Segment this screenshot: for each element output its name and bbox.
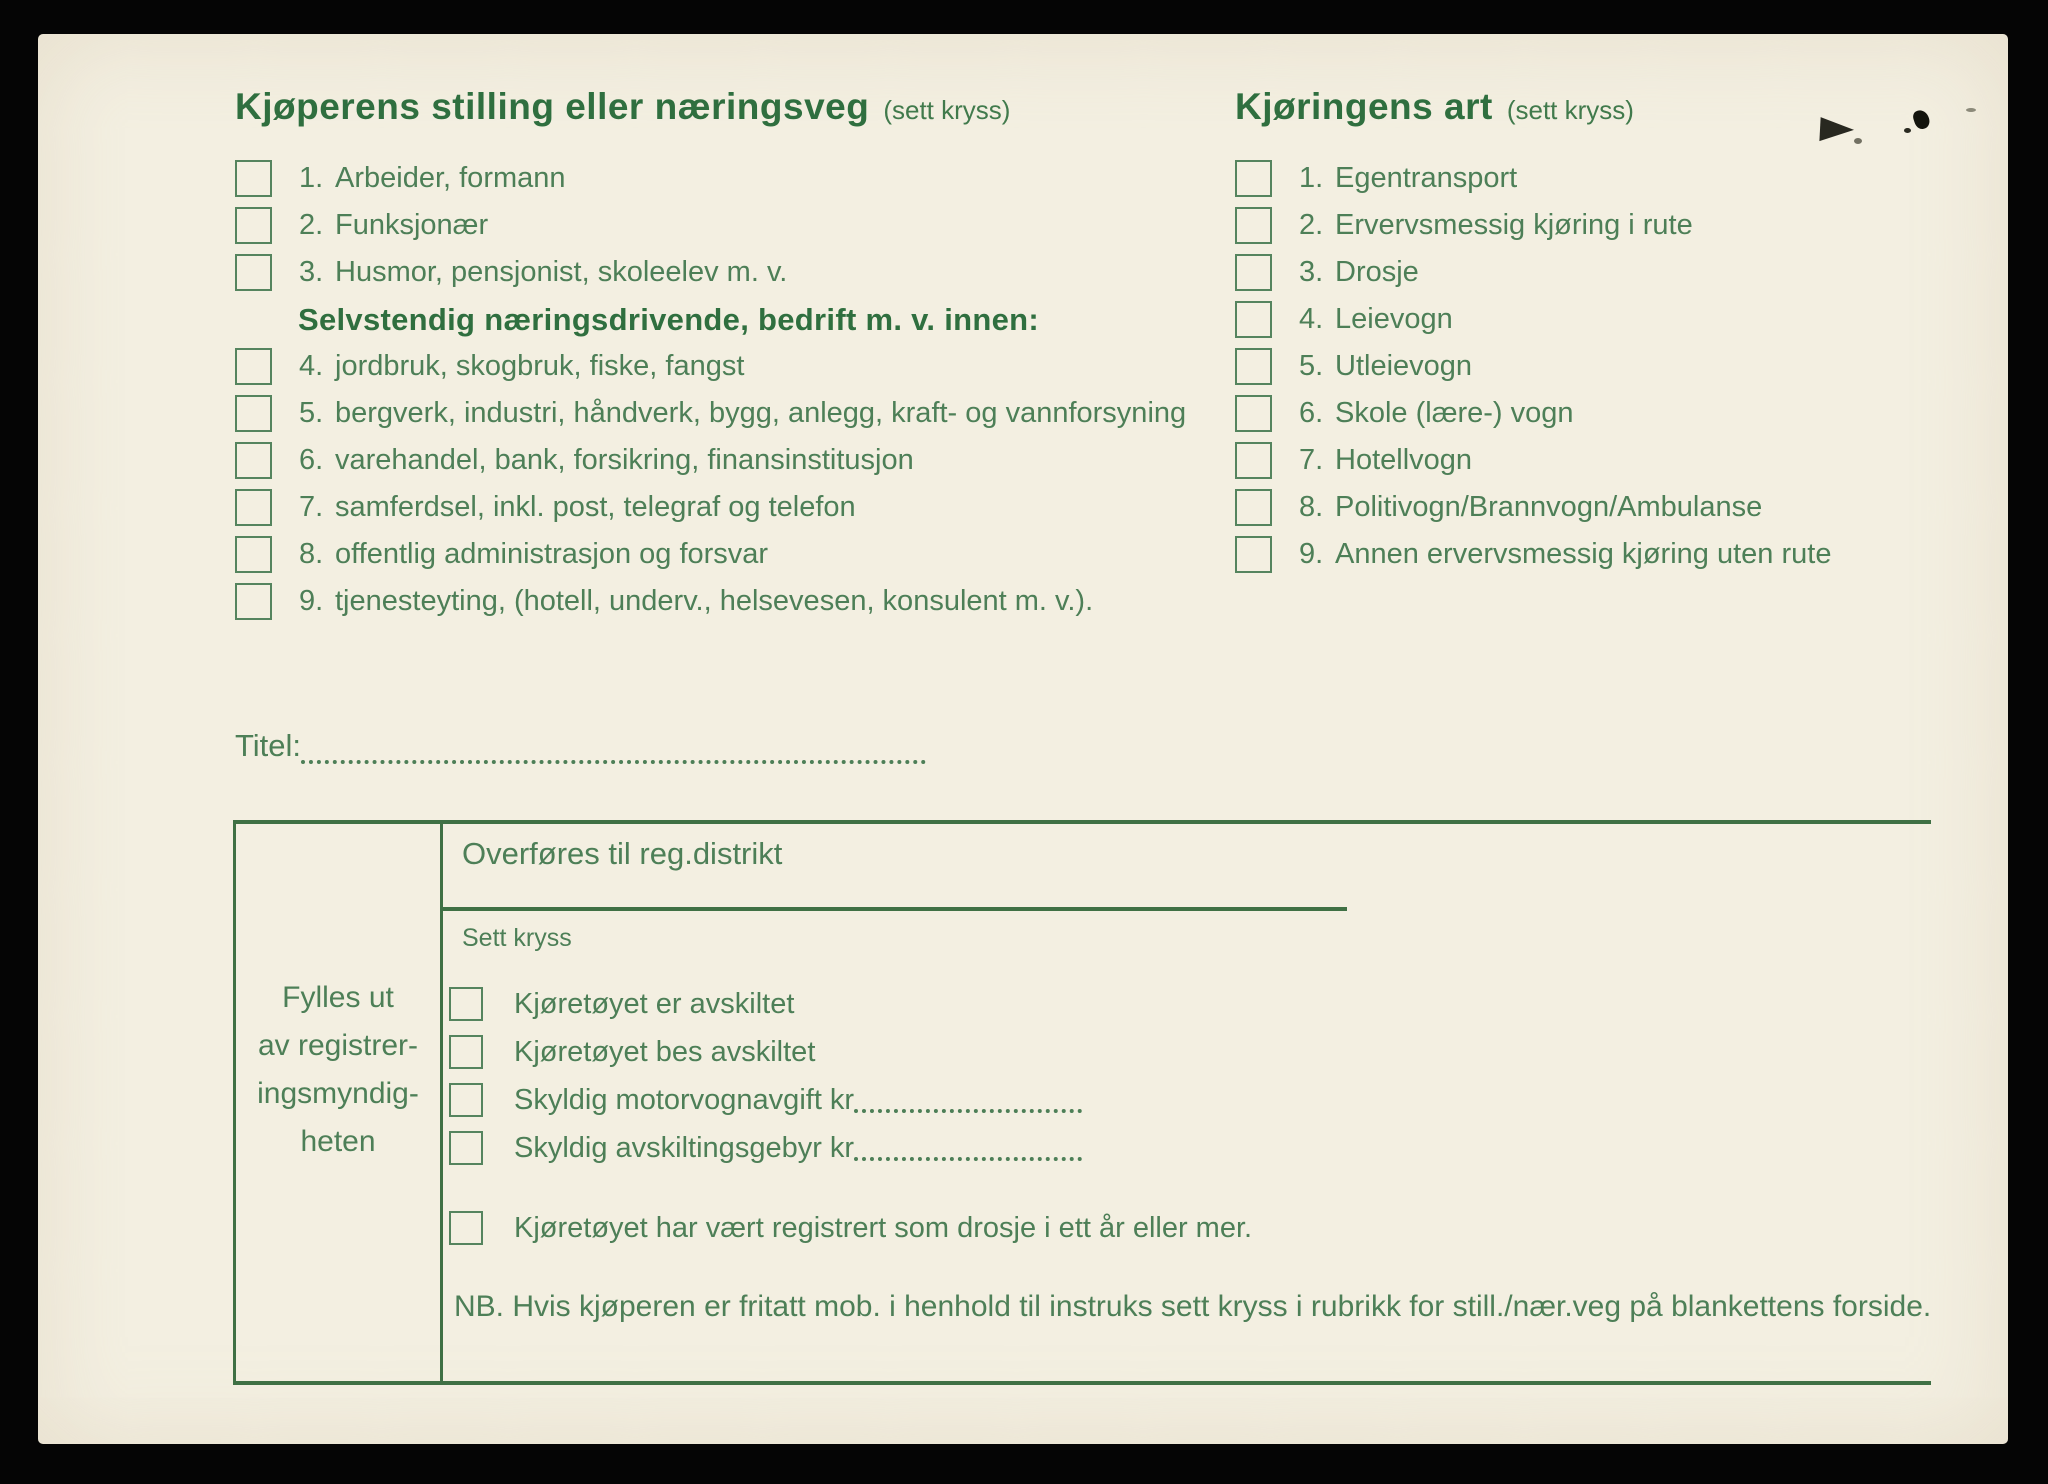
checkbox-stilling-1[interactable] bbox=[235, 160, 272, 197]
item-number: 3. bbox=[1299, 256, 1324, 288]
item-number: 8. bbox=[299, 538, 324, 570]
item-number: 7. bbox=[1299, 444, 1324, 476]
item-label: Drosje bbox=[1335, 256, 1419, 288]
item-label: tjenesteyting, (hotell, underv., helsevesen, konsulent m. v.). bbox=[335, 585, 1094, 617]
ink-smudge-arrow bbox=[1819, 117, 1854, 143]
ink-smudge-dot bbox=[1966, 108, 1976, 112]
motorvognavgift-amount-line[interactable] bbox=[854, 1087, 1082, 1113]
registry-box-side-label bbox=[236, 974, 440, 1166]
ink-smudge-dot bbox=[1854, 138, 1862, 144]
list-item-stilling-4 bbox=[235, 343, 1186, 390]
checkbox-avskiltet-bes[interactable] bbox=[449, 1035, 483, 1069]
registry-check-row-3 bbox=[449, 1076, 1082, 1124]
subheading: Selvstendig næringsdrivende, bedrift m. v. innen: bbox=[298, 301, 1040, 337]
list-item-stilling-8 bbox=[235, 531, 1186, 578]
item-label: Annen ervervsmessig kjøring uten rute bbox=[1335, 538, 1832, 570]
item-label: Politivogn/Brannvogn/Ambulanse bbox=[1335, 491, 1763, 523]
list-item-art-3 bbox=[1235, 249, 1831, 296]
drosje-check-row bbox=[449, 1204, 1252, 1252]
sett-kryss-label: Sett kryss bbox=[462, 924, 572, 952]
item-number: 1. bbox=[1299, 162, 1324, 194]
item-label: Hotellvogn bbox=[1335, 444, 1473, 476]
checkbox-art-8[interactable] bbox=[1235, 489, 1272, 526]
titel-field-row bbox=[235, 728, 926, 764]
right-section-title: Kjøringens art bbox=[1235, 86, 1493, 127]
checkbox-art-3[interactable] bbox=[1235, 254, 1272, 291]
checkbox-art-6[interactable] bbox=[1235, 395, 1272, 432]
checkbox-art-1[interactable] bbox=[1235, 160, 1272, 197]
checkbox-art-5[interactable] bbox=[1235, 348, 1272, 385]
left-section-list bbox=[235, 155, 1186, 625]
checkbox-stilling-3[interactable] bbox=[235, 254, 272, 291]
list-item-art-6 bbox=[1235, 390, 1831, 437]
list-item-stilling-3 bbox=[235, 249, 1186, 296]
left-section-hint: (sett kryss) bbox=[883, 95, 1011, 125]
item-label: samferdsel, inkl. post, telegraf og telefon bbox=[335, 491, 856, 523]
right-section-list bbox=[1235, 155, 1831, 578]
item-label: Utleievogn bbox=[1335, 350, 1473, 382]
item-label: varehandel, bank, forsikring, finansinstitusjon bbox=[335, 444, 914, 476]
item-number: 9. bbox=[299, 585, 324, 617]
item-number: 2. bbox=[299, 209, 324, 241]
list-item-stilling-1 bbox=[235, 155, 1186, 202]
checkbox-motorvognavgift[interactable] bbox=[449, 1083, 483, 1117]
side-label-line: Fylles ut bbox=[282, 981, 394, 1014]
item-number: 6. bbox=[1299, 397, 1324, 429]
checkbox-art-7[interactable] bbox=[1235, 442, 1272, 479]
drosje-check-label: Kjøretøyet har vært registrert som drosje i ett år eller mer. bbox=[514, 1211, 1253, 1244]
item-number: 4. bbox=[1299, 303, 1324, 335]
list-item-stilling-5 bbox=[235, 390, 1186, 437]
item-number: 2. bbox=[1299, 209, 1324, 241]
checkbox-stilling-5[interactable] bbox=[235, 395, 272, 432]
transfer-district-fill-in-line[interactable] bbox=[442, 907, 1347, 911]
item-label: Arbeider, formann bbox=[335, 162, 566, 194]
list-item-art-8 bbox=[1235, 484, 1831, 531]
titel-label: Titel: bbox=[235, 728, 302, 763]
item-number: 5. bbox=[299, 397, 324, 429]
right-section-header bbox=[1235, 86, 1634, 128]
checkbox-stilling-7[interactable] bbox=[235, 489, 272, 526]
item-number: 6. bbox=[299, 444, 324, 476]
item-number: 1. bbox=[299, 162, 324, 194]
nb-note: NB. Hvis kjøperen er fritatt mob. i henhold til instruks sett kryss i rubrikk for still./nær.veg på blankettens forside. bbox=[454, 1290, 1932, 1323]
checkbox-art-9[interactable] bbox=[1235, 536, 1272, 573]
ink-smudge-dot bbox=[1904, 128, 1911, 133]
list-item-stilling-2 bbox=[235, 202, 1186, 249]
list-item-art-9 bbox=[1235, 531, 1831, 578]
side-label-line: av registrer- bbox=[257, 1029, 419, 1062]
checkbox-stilling-4[interactable] bbox=[235, 348, 272, 385]
ink-smudge-dot bbox=[1911, 108, 1931, 131]
checkbox-art-4[interactable] bbox=[1235, 301, 1272, 338]
list-item-art-5 bbox=[1235, 343, 1831, 390]
item-number: 4. bbox=[299, 350, 324, 382]
check-label: Kjøretøyet bes avskiltet bbox=[514, 1035, 816, 1068]
item-label: offentlig administrasjon og forsvar bbox=[335, 538, 769, 570]
subheading-row bbox=[235, 296, 1186, 343]
registry-box bbox=[233, 820, 1931, 1385]
list-item-art-4 bbox=[1235, 296, 1831, 343]
check-label: Kjøretøyet er avskiltet bbox=[514, 987, 795, 1020]
item-number: 9. bbox=[1299, 538, 1324, 570]
item-label: Leievogn bbox=[1335, 303, 1453, 335]
checkbox-art-2[interactable] bbox=[1235, 207, 1272, 244]
checkbox-avskiltingsgebyr[interactable] bbox=[449, 1131, 483, 1165]
left-section-title: Kjøperens stilling eller næringsveg bbox=[235, 86, 870, 127]
item-label: bergverk, industri, håndverk, bygg, anlegg, kraft- og vannforsyning bbox=[335, 397, 1187, 429]
list-item-stilling-9 bbox=[235, 578, 1186, 625]
item-label: Skole (lære-) vogn bbox=[1335, 397, 1574, 429]
checkbox-stilling-9[interactable] bbox=[235, 583, 272, 620]
item-number: 3. bbox=[299, 256, 324, 288]
registry-check-row-2 bbox=[449, 1028, 1082, 1076]
checkbox-stilling-8[interactable] bbox=[235, 536, 272, 573]
registry-check-row-4 bbox=[449, 1124, 1082, 1172]
item-label: Egentransport bbox=[1335, 162, 1518, 194]
registry-checklist bbox=[449, 980, 1082, 1172]
list-item-stilling-6 bbox=[235, 437, 1186, 484]
item-number: 5. bbox=[1299, 350, 1324, 382]
right-section-hint: (sett kryss) bbox=[1506, 95, 1634, 125]
item-label: Ervervsmessig kjøring i rute bbox=[1335, 209, 1693, 241]
check-label: Skyldig motorvognavgift kr bbox=[514, 1083, 855, 1116]
list-item-art-7 bbox=[1235, 437, 1831, 484]
checkbox-stilling-6[interactable] bbox=[235, 442, 272, 479]
left-section-header bbox=[235, 86, 1010, 128]
side-label-line: heten bbox=[300, 1125, 376, 1158]
checkbox-avskiltet-er[interactable] bbox=[449, 987, 483, 1021]
list-item-art-1 bbox=[1235, 155, 1831, 202]
item-label: jordbruk, skogbruk, fiske, fangst bbox=[335, 350, 745, 382]
transfer-district-label: Overføres til reg.distrikt bbox=[462, 836, 783, 871]
item-label: Funksjonær bbox=[335, 209, 489, 241]
item-number: 8. bbox=[1299, 491, 1324, 523]
check-label: Skyldig avskiltingsgebyr kr bbox=[514, 1131, 855, 1164]
list-item-art-2 bbox=[1235, 202, 1831, 249]
avskiltingsgebyr-amount-line[interactable] bbox=[854, 1135, 1082, 1161]
checkbox-drosje-ett-aar[interactable] bbox=[449, 1211, 483, 1245]
titel-fill-in-line[interactable] bbox=[301, 734, 926, 764]
item-number: 7. bbox=[299, 491, 324, 523]
side-label-line: ingsmyndig- bbox=[257, 1077, 419, 1110]
item-label: Husmor, pensjonist, skoleelev m. v. bbox=[335, 256, 788, 288]
registry-check-row-1 bbox=[449, 980, 1082, 1028]
form-page bbox=[38, 34, 2008, 1444]
list-item-stilling-7 bbox=[235, 484, 1186, 531]
checkbox-stilling-2[interactable] bbox=[235, 207, 272, 244]
